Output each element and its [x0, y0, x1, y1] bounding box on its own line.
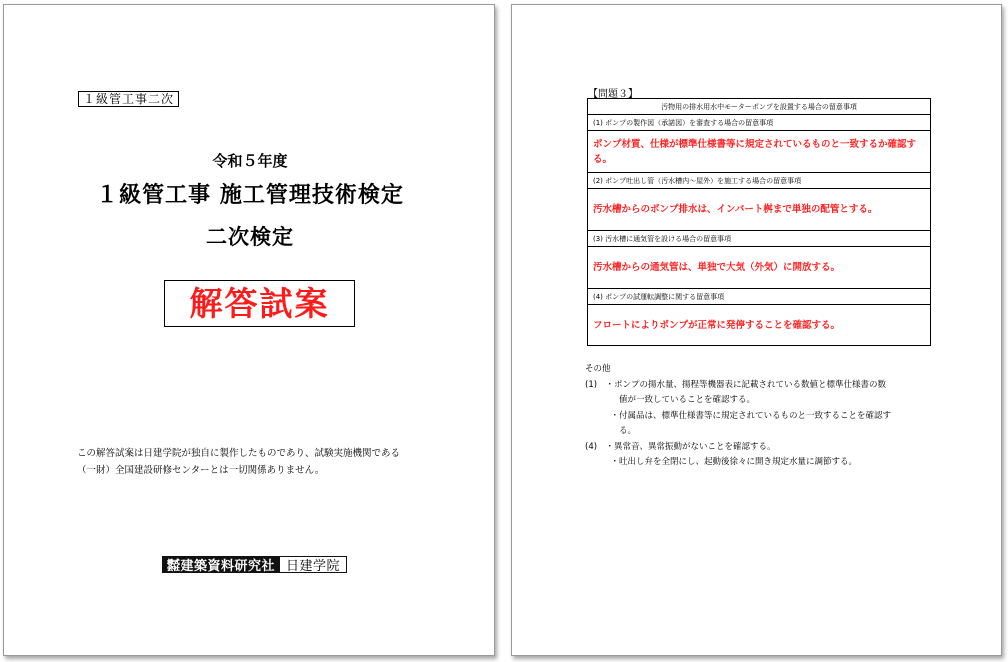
answer-table — [587, 98, 931, 346]
answer-draft-label: 解答試案 — [164, 280, 355, 327]
publisher-sub: 日建学院 — [280, 556, 347, 573]
exam-level-tag: １級管工事二次 — [78, 91, 179, 107]
document-page-2 — [511, 4, 1002, 656]
table-question-row: (3) 汚水槽に通気管を設ける場合の留意事項 — [588, 231, 931, 247]
other-note-line: (4) ・異常音、異常振動がないことを確認する。 — [585, 441, 776, 452]
table-answer-row: 汚水槽からのポンプ排水は、インバート桝まで単独の配管とする。 — [588, 189, 931, 231]
table-question-row: (2) ポンプ吐出し管（汚水槽内～屋外）を施工する場合の留意事項 — [588, 173, 931, 189]
table-question-row: (4) ポンプの試運転調整に関する留意事項 — [588, 289, 931, 305]
other-note-line: ・吐出し弁を全閉にし、起動後徐々に開き規定水量に調節する。 — [585, 457, 858, 467]
other-notes-title: その他 — [585, 364, 611, 374]
publisher-logo — [162, 556, 347, 573]
disclaimer-line: この解答試案は日建学院が独自に製作したものであり、試験実施機関である — [77, 448, 401, 459]
other-note-line: ・付属品は、標準仕様書等に規定されているものと一致することを確認す — [585, 410, 892, 421]
question-heading: 【問題３】 — [588, 89, 638, 100]
exam-subtitle: 二次検定 — [206, 225, 294, 249]
table-question-row: (1) ポンプの製作図（承諾図）を審査する場合の留意事項 — [588, 115, 931, 131]
other-note-line: 値が一致していることを確認する。 — [585, 395, 756, 405]
table-answer-row: ポンプ材質、仕様が標準仕様書等に規定されているものと一致するか確認する。 — [588, 131, 931, 173]
table-answer-row: フロートによりポンプが正常に発停することを確認する。 — [588, 305, 931, 346]
exam-title: １級管工事 施工管理技術検定 — [96, 183, 404, 208]
exam-year: 令和５年度 — [212, 152, 288, 170]
publisher-main: ㍿建築資料研究社 — [162, 556, 280, 573]
other-notes — [585, 362, 945, 471]
other-note-line: (1) ・ポンプの揚水量、揚程等機器表に記載されている数値と標準仕様書の数 — [585, 379, 887, 390]
document-page-1 — [3, 4, 495, 656]
disclaimer-text — [77, 445, 437, 479]
other-note-line: る。 — [585, 426, 637, 436]
disclaimer-line: （一財）全国建設研修センターとは一切関係ありません。 — [77, 465, 325, 476]
table-answer-row: 汚水槽からの通気管は、単独で大気（外気）に開放する。 — [588, 247, 931, 289]
table-title: 汚物用の排水用水中モーターポンプを設置する場合の留意事項 — [588, 99, 931, 115]
